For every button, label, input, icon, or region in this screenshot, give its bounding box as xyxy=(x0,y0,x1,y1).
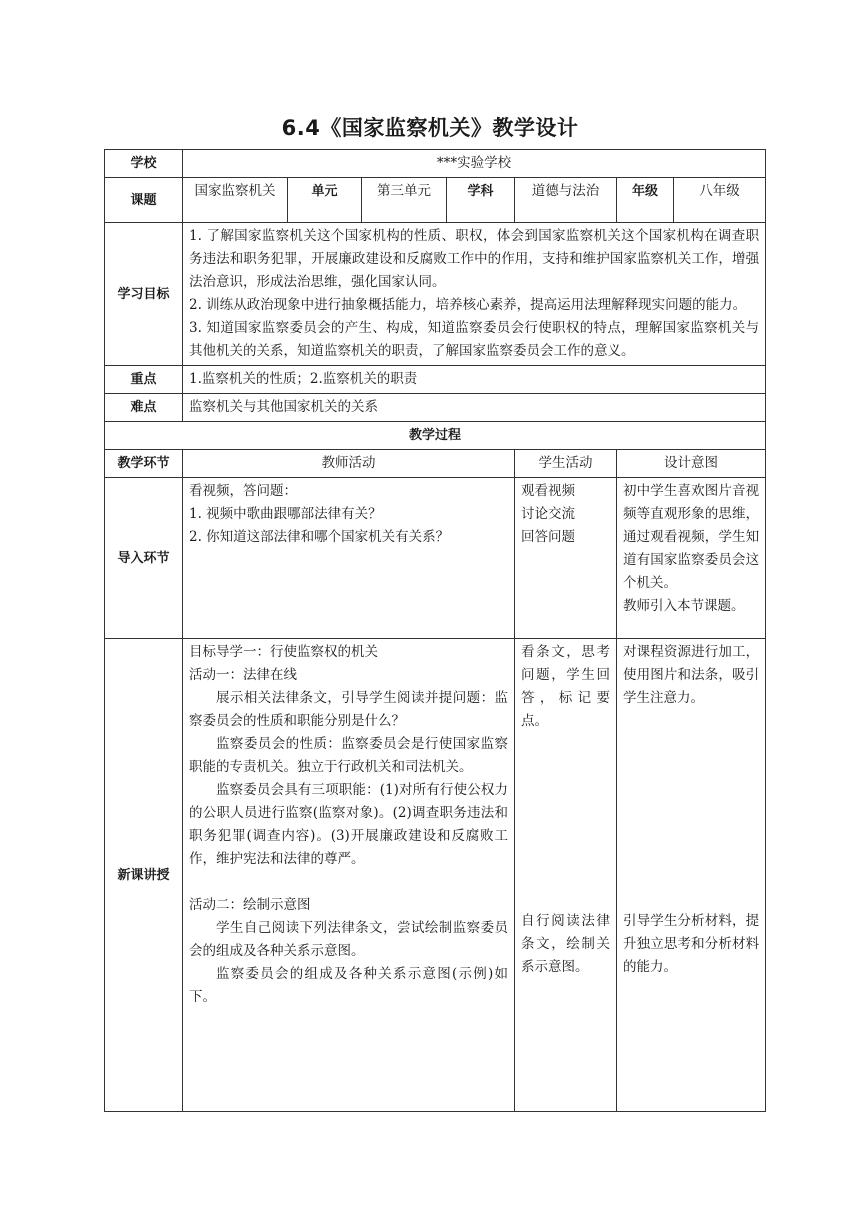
lesson-plan-table xyxy=(104,149,766,1112)
teacher-paragraph-3: 监察委员会具有三项职能：(1)对所有行使公权力的公职人员进行监察(监察对象)。(2)调查职务违法和职务犯罪(调查内容)。(3)开展廉政建设和反腐败工作，维护宪法和法律的尊严。 xyxy=(189,782,508,867)
intro-intent-line-1: 初中学生喜欢图片音视频等直观形象的思维，通过观看视频，学生知道有国家监察委员会这个机关。 xyxy=(623,483,760,591)
key-points-value: 1.监察机关的性质；2.监察机关的职责 xyxy=(183,366,766,394)
header-intent: 设计意图 xyxy=(617,450,766,478)
teacher-paragraph-4: 学生自己阅读下列法律条文，尝试绘制监察委员会的组成及各种关系示意图。 xyxy=(189,920,508,959)
activity-2-title: 活动二：绘制示意图 xyxy=(189,897,311,913)
process-header-row xyxy=(105,450,766,478)
goal-guide-1: 目标导学一：行使监察权的机关 xyxy=(189,644,378,660)
header-teacher: 教师活动 xyxy=(183,450,515,478)
spacer xyxy=(189,871,508,894)
intro-row xyxy=(105,478,766,639)
intent-1: 对课程资源进行加工，使用图片和法条，吸引学生注意力。 xyxy=(623,644,760,706)
page-title: 6.4《国家监察机关》教学设计 xyxy=(281,116,579,140)
subject-label: 学科 xyxy=(447,178,515,223)
process-title-row xyxy=(105,422,766,450)
intro-teacher-line-3: 2. 你知道这部法律和哪个国家机关有关系？ xyxy=(189,529,450,545)
intro-teacher-activity xyxy=(183,478,515,639)
grade-label: 年级 xyxy=(617,178,674,223)
header-stage: 教学环节 xyxy=(105,450,183,478)
topic-row xyxy=(105,178,766,223)
intent-2: 引导学生分析材料，提升独立思考和分析材料的能力。 xyxy=(623,913,760,975)
intro-intent-line-2: 教师引入本节课题。 xyxy=(623,598,745,614)
intro-teacher-line-2: 1. 视频中歌曲跟哪部法律有关？ xyxy=(189,506,382,522)
unit-label: 单元 xyxy=(288,178,362,223)
goal-item-2: 2. 训练从政治现象中进行抽象概括能力，培养核心素养，提高运用法理解释现实问题的能力。 xyxy=(189,297,747,313)
process-title: 教学过程 xyxy=(105,422,766,450)
school-row xyxy=(105,150,766,178)
intro-student-line-2: 讨论交流 xyxy=(521,506,575,522)
teacher-paragraph-2: 监察委员会的性质：监察委员会是行使国家监察职能的专责机关。独立于行政机关和司法机关。 xyxy=(189,736,508,775)
header-student: 学生活动 xyxy=(515,450,617,478)
school-label: 学校 xyxy=(105,150,183,178)
difficult-points-row xyxy=(105,394,766,422)
goal-item-3: 3. 知道国家监察委员会的产生、构成，知道监察委员会行使职权的特点，理解国家监察机关与其他机关的关系，知道监察机关的职责，了解国家监察委员会工作的意义。 xyxy=(189,320,760,359)
student-activity-2: 自行阅读法律条文，绘制关系示意图。 xyxy=(521,913,610,975)
topic-value: 国家监察机关 xyxy=(183,178,288,223)
intro-teacher-line-1: 看视频，答问题： xyxy=(189,483,297,499)
goals-content xyxy=(183,223,766,366)
topic-label: 课题 xyxy=(105,178,183,223)
goal-item-1: 1. 了解国家监察机关这个国家机构的性质、职权，体会到国家监察机关这个国家机构在调查职务违法和职务犯罪，开展廉政建设和反腐败工作中的作用，支持和维护国家监察机关工作，增强法治意识，形成法治思维，强化国家认同。 xyxy=(189,228,760,290)
grade-value: 八年级 xyxy=(674,178,766,223)
activity-1-title: 活动一：法律在线 xyxy=(189,667,297,683)
new-lesson-design-intent xyxy=(617,639,766,1112)
subject-value: 道德与法治 xyxy=(515,178,617,223)
difficult-points-label: 难点 xyxy=(105,394,183,422)
new-lesson-stage-label: 新课讲授 xyxy=(105,639,183,1112)
difficult-points-value: 监察机关与其他国家机关的关系 xyxy=(183,394,766,422)
intro-design-intent xyxy=(617,478,766,639)
intro-student-line-1: 观看视频 xyxy=(521,483,575,499)
new-lesson-teacher-activity xyxy=(183,639,515,1112)
student-activity-1: 看条文，思考问题，学生回答，标记要点。 xyxy=(521,644,610,729)
key-points-label: 重点 xyxy=(105,366,183,394)
intro-stage-label: 导入环节 xyxy=(105,478,183,639)
new-lesson-row xyxy=(105,639,766,1112)
intro-student-line-3: 回答问题 xyxy=(521,529,575,545)
goals-label: 学习目标 xyxy=(105,223,183,366)
teacher-paragraph-1: 展示相关法律条文，引导学生阅读并提问题：监察委员会的性质和职能分别是什么？ xyxy=(189,690,508,729)
goals-row xyxy=(105,223,766,366)
key-points-row xyxy=(105,366,766,394)
unit-value: 第三单元 xyxy=(362,178,447,223)
new-lesson-student-activity xyxy=(515,639,617,1112)
school-value: ***实验学校 xyxy=(183,150,766,178)
teacher-paragraph-5: 监察委员会的组成及各种关系示意图(示例)如下。 xyxy=(189,966,508,1005)
intro-student-activity xyxy=(515,478,617,639)
